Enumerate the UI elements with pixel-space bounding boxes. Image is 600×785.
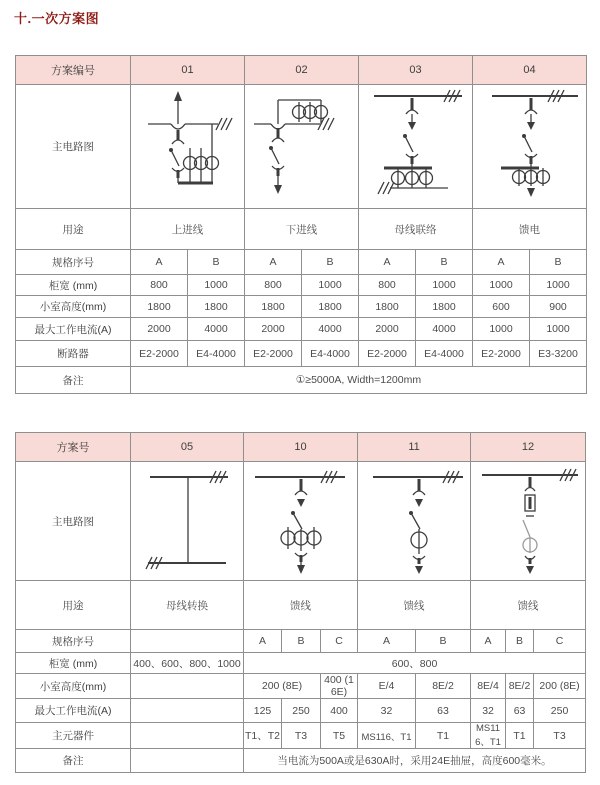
t2-scheme-05: 05 <box>131 433 244 462</box>
ct-icon <box>513 168 550 186</box>
breaker-cell: E2-2000 <box>359 341 416 367</box>
outgoing-arrow-icon <box>415 566 423 574</box>
components-cell-empty <box>131 723 244 749</box>
t1-scheme-03: 03 <box>359 56 473 85</box>
usage-cell: 馈线 <box>358 581 471 630</box>
ground-icon <box>548 90 564 102</box>
room-height-cell: 400 (16E) <box>321 674 358 699</box>
components-cell: T3 <box>282 723 321 749</box>
t1-diagram-label: 主电路图 <box>16 85 131 209</box>
width-cell: 800 <box>245 275 302 296</box>
ground-icon <box>210 471 226 483</box>
spec-cell: A <box>244 630 282 653</box>
row-label: 最大工作电流(A) <box>16 699 131 723</box>
width-cell: 1000 <box>302 275 359 296</box>
usage-cell: 馈电 <box>473 209 587 250</box>
width-cell: 1000 <box>473 275 530 296</box>
t1-spec-row <box>16 250 587 275</box>
current-cell: 2000 <box>131 318 188 341</box>
components-cell: T5 <box>321 723 358 749</box>
components-cell: MS116、T1 <box>471 723 506 749</box>
switch-icon <box>409 511 420 529</box>
row-label: 小室高度(mm) <box>16 296 131 318</box>
spec-cell: B <box>506 630 534 653</box>
t2-components-row <box>16 723 586 749</box>
breaker-cell: E2-2000 <box>131 341 188 367</box>
scheme-table-1 <box>15 55 587 394</box>
room-height-cell: 1800 <box>302 296 359 318</box>
usage-cell: 馈线 <box>471 581 586 630</box>
incoming-arrow-icon <box>174 91 182 124</box>
row-label: 柜宽 (mm) <box>16 275 131 296</box>
spec-cell: B <box>188 250 245 275</box>
components-cell: T1 <box>506 723 534 749</box>
width-cell: 1000 <box>416 275 473 296</box>
row-label: 小室高度(mm) <box>16 674 131 699</box>
current-cell: 4000 <box>416 318 473 341</box>
width-cell: 1000 <box>188 275 245 296</box>
room-height-cell: 900 <box>530 296 587 318</box>
t2-current-row <box>16 699 586 723</box>
breaker-contact-icon <box>272 166 284 176</box>
spec-cell: A <box>359 250 416 275</box>
current-cell: 32 <box>471 699 506 723</box>
components-cell: T3 <box>534 723 586 749</box>
circuit-diagram-10 <box>244 462 358 581</box>
t1-diagram-row <box>16 85 587 209</box>
breaker-contact-icon <box>295 553 307 562</box>
room-height-cell: 200 (8E) <box>534 674 586 699</box>
room-height-cell: 1800 <box>245 296 302 318</box>
breaker-contact-icon <box>525 477 535 491</box>
insert-arrow-icon <box>408 114 416 130</box>
t2-usage-row <box>16 581 586 630</box>
spec-cell: B <box>530 250 587 275</box>
current-cell: 250 <box>534 699 586 723</box>
room-height-cell-empty <box>131 674 244 699</box>
current-cell: 250 <box>282 699 321 723</box>
t2-note-row <box>16 749 586 773</box>
row-label: 规格序号 <box>16 250 131 275</box>
ct-icon <box>523 537 537 553</box>
usage-cell: 下进线 <box>245 209 359 250</box>
usage-cell: 母线联络 <box>359 209 473 250</box>
t2-note: 当电流为500A或是630A时，采用24E抽屉，高度600毫米。 <box>244 749 586 773</box>
row-label: 用途 <box>16 209 131 250</box>
current-cell: 32 <box>358 699 416 723</box>
current-cell-empty <box>131 699 244 723</box>
room-height-cell: 1800 <box>359 296 416 318</box>
current-cell: 4000 <box>302 318 359 341</box>
t1-usage-row <box>16 209 587 250</box>
t2-diagram-label: 主电路图 <box>16 462 131 581</box>
breaker-contact-icon <box>525 98 537 114</box>
breaker-cell: E2-2000 <box>245 341 302 367</box>
spec-cell: B <box>416 630 471 653</box>
spec-cell: A <box>473 250 530 275</box>
t1-scheme-01: 01 <box>131 56 245 85</box>
room-height-cell: 1800 <box>416 296 473 318</box>
width-cell: 800 <box>131 275 188 296</box>
breaker-cell: E3-3200 <box>530 341 587 367</box>
room-height-cell: 200 (8E) <box>244 674 321 699</box>
row-label: 用途 <box>16 581 131 630</box>
spec-cell: B <box>282 630 321 653</box>
switch-icon <box>522 134 532 152</box>
breaker-contact-icon <box>525 556 535 564</box>
circuit-diagram-11 <box>358 462 471 581</box>
spec-cell: C <box>321 630 358 653</box>
row-label: 断路器 <box>16 341 131 367</box>
components-cell: T1 <box>416 723 471 749</box>
components-cell: T1、T2 <box>244 723 282 749</box>
t2-scheme-12: 12 <box>471 433 586 462</box>
components-cell: MS116、T1 <box>358 723 416 749</box>
current-cell: 63 <box>506 699 534 723</box>
breaker-contact-icon <box>413 479 425 495</box>
t2-room-height-row <box>16 674 586 699</box>
current-cell: 2000 <box>245 318 302 341</box>
switch-icon <box>169 148 179 166</box>
breaker-cell: E4-4000 <box>188 341 245 367</box>
insert-arrow-icon <box>297 499 305 507</box>
breaker-contact-icon <box>272 128 284 142</box>
switch-icon <box>523 520 530 537</box>
t1-scheme-02: 02 <box>245 56 359 85</box>
spec-cell: C <box>534 630 586 653</box>
ground-icon <box>216 118 232 130</box>
circuit-diagram-12 <box>471 462 586 581</box>
spec-cell-empty <box>131 630 244 653</box>
fuse-icon <box>525 495 535 516</box>
t2-diagram-row <box>16 462 586 581</box>
room-height-cell: E/4 <box>358 674 416 699</box>
ground-icon <box>321 471 337 483</box>
outgoing-arrow-icon <box>274 176 282 194</box>
t2-header-row <box>16 433 586 462</box>
breaker-contact-icon <box>172 130 184 144</box>
t2-header-label: 方案号 <box>16 433 131 462</box>
width-cell: 600、800 <box>244 653 586 674</box>
breaker-cell: E2-2000 <box>473 341 530 367</box>
room-height-cell: 1800 <box>188 296 245 318</box>
switch-icon <box>269 146 279 164</box>
breaker-contact-icon <box>406 98 418 114</box>
note-cell-empty <box>131 749 244 773</box>
switch-icon <box>403 134 413 152</box>
ground-icon <box>444 90 460 102</box>
outgoing-arrow-icon <box>297 562 305 574</box>
ground-icon <box>146 557 162 569</box>
row-label: 备注 <box>16 367 131 394</box>
row-label: 备注 <box>16 749 131 773</box>
spec-cell: A <box>471 630 506 653</box>
breaker-contact-icon <box>295 479 307 495</box>
breaker-cell: E4-4000 <box>302 341 359 367</box>
room-height-cell: 1800 <box>131 296 188 318</box>
breaker-contact-icon <box>525 154 537 164</box>
breaker-cell: E4-4000 <box>416 341 473 367</box>
insert-arrow-icon <box>527 114 535 130</box>
circuit-diagram-04 <box>473 85 587 209</box>
row-label: 主元器件 <box>16 723 131 749</box>
t1-width-row <box>16 275 587 296</box>
current-cell: 1000 <box>473 318 530 341</box>
usage-cell: 上进线 <box>131 209 245 250</box>
spec-cell: A <box>358 630 416 653</box>
t1-current-row <box>16 318 587 341</box>
t2-scheme-10: 10 <box>244 433 358 462</box>
row-label: 柜宽 (mm) <box>16 653 131 674</box>
t1-note: ①≥5000A, Width=1200mm <box>131 367 587 394</box>
usage-cell: 馈线 <box>244 581 358 630</box>
t1-scheme-04: 04 <box>473 56 587 85</box>
circuit-diagram-05 <box>131 462 244 581</box>
room-height-cell: 8E/2 <box>416 674 471 699</box>
room-height-cell: 8E/2 <box>506 674 534 699</box>
ct-icon <box>411 529 427 554</box>
width-cell: 400、600、800、1000 <box>131 653 244 674</box>
room-height-cell: 600 <box>473 296 530 318</box>
page-title: 十.一次方案图 <box>14 11 100 26</box>
width-cell: 800 <box>359 275 416 296</box>
current-cell: 400 <box>321 699 358 723</box>
current-cell: 4000 <box>188 318 245 341</box>
row-label: 规格序号 <box>16 630 131 653</box>
t2-width-row <box>16 653 586 674</box>
t1-room-height-row <box>16 296 587 318</box>
spec-cell: A <box>131 250 188 275</box>
t1-header-row <box>16 56 587 85</box>
current-cell: 2000 <box>359 318 416 341</box>
breaker-contact-icon <box>413 556 425 564</box>
ct-icon <box>184 124 219 183</box>
spec-cell: A <box>245 250 302 275</box>
ct-icon <box>392 168 433 188</box>
breaker-contact-icon <box>172 168 184 178</box>
spec-cell: B <box>416 250 473 275</box>
current-cell: 125 <box>244 699 282 723</box>
circuit-diagram-02 <box>245 85 359 209</box>
switch-icon <box>291 511 302 529</box>
ground-icon <box>378 182 394 194</box>
current-cell: 1000 <box>530 318 587 341</box>
t2-spec-row <box>16 630 586 653</box>
circuit-diagram-01 <box>131 85 245 209</box>
breaker-contact-icon <box>406 154 418 164</box>
ct-icon <box>281 527 321 551</box>
circuit-diagram-03 <box>359 85 473 209</box>
scheme-table-2 <box>15 432 586 773</box>
room-height-cell: 8E/4 <box>471 674 506 699</box>
t2-scheme-11: 11 <box>358 433 471 462</box>
spec-cell: B <box>302 250 359 275</box>
busbar <box>254 124 320 129</box>
busbar <box>148 124 218 129</box>
outgoing-arrow-icon <box>526 566 534 574</box>
ground-icon <box>443 471 459 483</box>
outgoing-arrow-icon <box>527 188 535 197</box>
t1-header-label: 方案编号 <box>16 56 131 85</box>
t1-note-row <box>16 367 587 394</box>
t1-breaker-row <box>16 341 587 367</box>
row-label: 最大工作电流(A) <box>16 318 131 341</box>
insert-arrow-icon <box>415 499 423 507</box>
ground-icon <box>560 469 576 481</box>
width-cell: 1000 <box>530 275 587 296</box>
usage-cell: 母线转换 <box>131 581 244 630</box>
current-cell: 63 <box>416 699 471 723</box>
